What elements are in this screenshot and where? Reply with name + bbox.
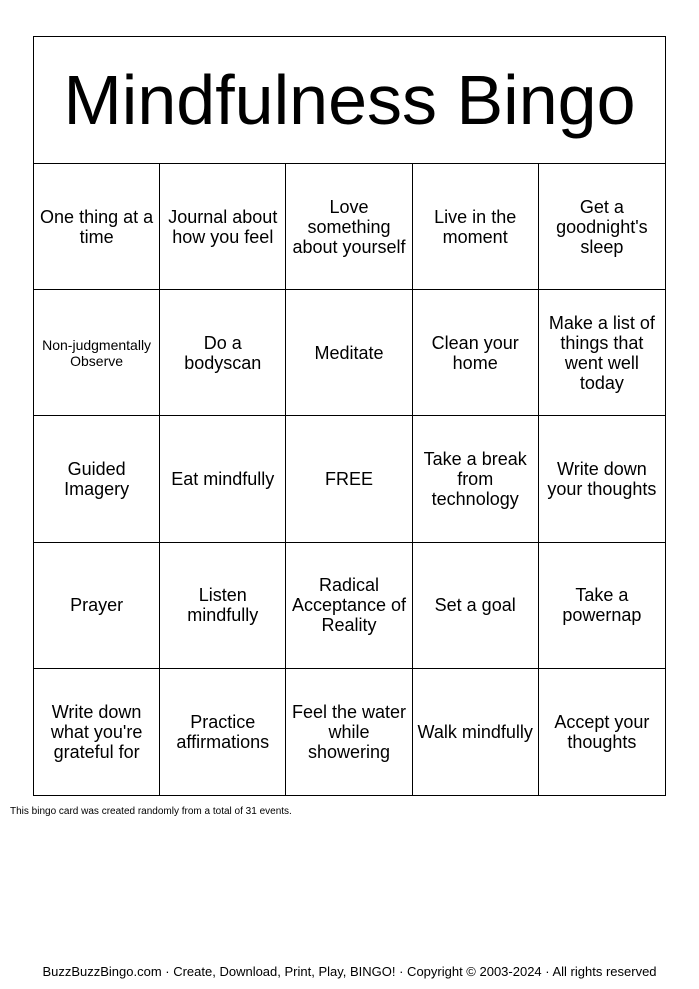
generation-note: This bingo card was created randomly from a total of 31 events. [10, 806, 292, 817]
bingo-cell-11: Guided Imagery [34, 416, 160, 542]
bingo-cell-7: Do a bodyscan [160, 290, 286, 416]
bingo-cell-19: Set a goal [413, 543, 539, 669]
bingo-cell-4: Live in the moment [413, 164, 539, 290]
bingo-cell-15: Write down your thoughts [539, 416, 665, 542]
bingo-cell-21: Write down what you're grateful for [34, 669, 160, 795]
bingo-grid [34, 164, 665, 795]
bingo-cell-12: Eat mindfully [160, 416, 286, 542]
bingo-cell-5: Get a goodnight's sleep [539, 164, 665, 290]
bingo-cell-1: One thing at a time [34, 164, 160, 290]
bingo-cell-22: Practice affirmations [160, 669, 286, 795]
bingo-cell-16: Prayer [34, 543, 160, 669]
bingo-cell-free: FREE [286, 416, 412, 542]
bingo-cell-3: Love something about yourself [286, 164, 412, 290]
bingo-card [33, 36, 666, 796]
bingo-cell-10: Make a list of things that went well today [539, 290, 665, 416]
bingo-cell-17: Listen mindfully [160, 543, 286, 669]
bingo-cell-20: Take a powernap [539, 543, 665, 669]
page-footer: BuzzBuzzBingo.com · Create, Download, Print, Play, BINGO! · Copyright © 2003-2024 · All rights reserved [42, 964, 657, 979]
bingo-cell-14: Take a break from technology [413, 416, 539, 542]
bingo-cell-25: Accept your thoughts [554, 711, 650, 752]
card-title: Mindfulness Bingo [34, 37, 665, 164]
bingo-cell-8: Meditate [286, 290, 412, 416]
bingo-cell-18: Radical Acceptance of Reality [286, 543, 412, 669]
bingo-cell-24: Walk mindfully [413, 669, 539, 795]
bingo-cell-23: Feel the water while showering [286, 669, 412, 795]
bingo-cell-9: Clean your home [413, 290, 539, 416]
bingo-cell-6: Non-judgmentally Observe [34, 290, 160, 416]
bingo-cell-2: Journal about how you feel [160, 164, 286, 290]
